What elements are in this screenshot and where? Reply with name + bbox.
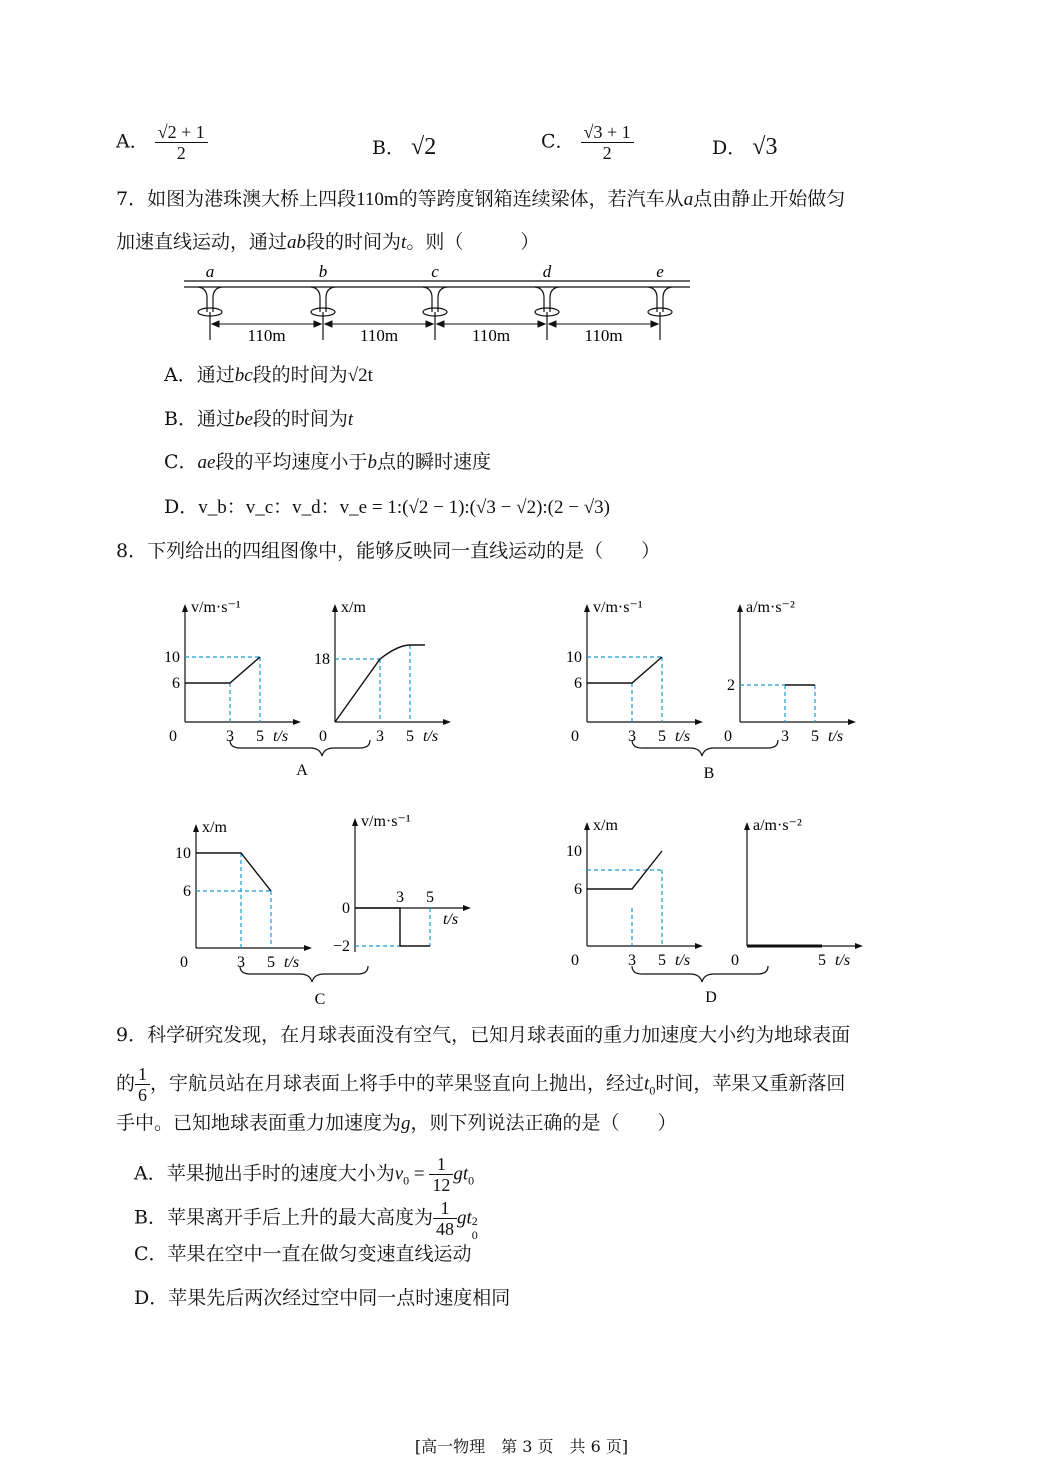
q9-stem-line3: 手中。已知地球表面重力加速度为g，则下列说法正确的是（ ） [116, 1112, 677, 1134]
panel-d-at [731, 817, 863, 969]
panel-b-at [724, 599, 856, 745]
x-axis-label: t/s [273, 728, 289, 745]
x-tick-label: 3 [237, 954, 245, 971]
bridge-point-label: d [542, 264, 552, 281]
q8-stem: 8．下列给出的四组图像中，能够反映同一直线运动的是（ ） [116, 540, 661, 562]
group-label: A [296, 762, 308, 779]
y-tick-label: 10 [164, 649, 180, 666]
x-tick-label: 3 [226, 728, 234, 745]
x-tick-label: 3 [396, 889, 404, 906]
y-axis-label: v/m·s⁻¹ [361, 813, 411, 830]
x-tick-label: 3 [628, 952, 636, 969]
x-tick-label: 3 [781, 728, 789, 745]
y-tick-label: 6 [172, 675, 180, 692]
option-letter: A． [116, 130, 149, 153]
q6-option-b [372, 134, 436, 161]
origin-label: 0 [724, 728, 732, 745]
x-tick-label: 5 [658, 952, 666, 969]
x-tick-label: 3 [376, 728, 384, 745]
x-tick-label: 5 [426, 889, 434, 906]
brace [240, 966, 368, 982]
origin-label: 0 [571, 952, 579, 969]
x-axis-label: t/s [423, 728, 439, 745]
bridge-point-label: c [431, 264, 439, 281]
q7-stem-line1: 7．如图为港珠澳大桥上四段110m的等跨度钢箱连续梁体，若汽车从a点由静止开始做匀 [116, 188, 846, 210]
option-letter: D． [712, 137, 747, 159]
fraction-one-48th: $\frac{1}{48}$ [433, 1198, 457, 1239]
origin-label: 0 [571, 728, 579, 745]
series-line [196, 853, 271, 891]
origin-label: 0 [731, 952, 739, 969]
series-line [185, 657, 260, 683]
x-axis-label: t/s [675, 952, 691, 969]
bridge-pier [423, 287, 447, 340]
x-tick-label: 5 [811, 728, 819, 745]
q7-stem-line2: 加速直线运动，通过ab段的时间为t。则（ ） [116, 231, 540, 253]
x-axis-label: t/s [835, 952, 851, 969]
group-label: D [705, 989, 717, 1006]
group-label: C [314, 991, 326, 1008]
fraction-one-sixth: $\frac{1}{6}$ [135, 1064, 150, 1105]
series-line [355, 908, 430, 946]
bridge-pier [535, 287, 559, 340]
panel-b-vt [566, 599, 703, 745]
panel-c-xt [175, 819, 312, 971]
x-tick-label: 5 [267, 954, 275, 971]
y-axis-label: a/m·s⁻² [753, 817, 802, 834]
y-axis-label: x/m [202, 819, 227, 836]
q8-graphs [150, 590, 890, 1010]
bridge-diagram [180, 264, 700, 346]
expression: √2 [411, 134, 437, 160]
q6-option-a [116, 122, 208, 163]
y-tick-label: 6 [574, 675, 582, 692]
bridge-point-label: e [656, 264, 664, 281]
y-tick-label: 2 [727, 677, 735, 694]
y-axis-label: v/m·s⁻¹ [593, 599, 643, 616]
x-tick-label: 5 [406, 728, 414, 745]
q9-stem-line2: 的 $\frac{1}{6}$ ，宇航员站在月球表面上将手中的苹果竖直向上抛出，经过$t_0$时间，苹果又重新落回 [116, 1064, 846, 1105]
brace [230, 740, 370, 756]
span-label: 110m [247, 326, 286, 345]
bridge-pier [198, 287, 222, 340]
brace [632, 740, 778, 756]
x-tick-label: 5 [658, 728, 666, 745]
origin-label: 0 [169, 728, 177, 745]
span-label: 110m [471, 326, 511, 345]
y-tick-label: 6 [183, 883, 191, 900]
q7-option-c: C．ae段的平均速度小于b点的瞬时速度 [164, 451, 492, 473]
panel-a-xt [314, 599, 451, 745]
panel-c-vt [333, 813, 471, 955]
fraction-one-twelfth: $\frac{1}{12}$ [429, 1154, 453, 1195]
bridge-pier [311, 287, 335, 340]
y-tick-label: 0 [342, 900, 350, 917]
q7-option-b: B．通过be段的时间为t [164, 408, 354, 430]
origin-label: 0 [319, 728, 327, 745]
panel-d-xt [566, 817, 703, 969]
page-footer: [高一物理 第 3 页 共 6 页] [414, 1437, 629, 1456]
y-tick-label: 10 [566, 843, 582, 860]
y-tick-label: 10 [566, 649, 582, 666]
x-axis-label: t/s [675, 728, 691, 745]
group-label: B [703, 765, 715, 782]
x-tick-label: 3 [628, 728, 636, 745]
span-label: 110m [359, 326, 399, 345]
brace [632, 966, 768, 982]
option-letter: B． [372, 137, 405, 159]
x-axis-label: t/s [443, 911, 459, 928]
option-letter: C． [541, 130, 575, 153]
y-axis-label: x/m [341, 599, 366, 616]
origin-label: 0 [180, 954, 188, 971]
expression: √3 [752, 134, 778, 160]
velocity-ratio-formula: v_b：v_c：v_d：v_e = 1:(√2 − 1):(√3 − √2):(2 − √3) [198, 497, 610, 518]
x-axis-label: t/s [284, 954, 300, 971]
q7-option-d: D．v_b：v_c：v_d：v_e = 1:(√2 − 1):(√3 − √2):(2 − √3) [164, 496, 610, 518]
q9-option-a: A．苹果抛出手时的速度大小为$v_0$ = $\frac{1}{12}$ $gt_0$ [134, 1154, 475, 1195]
bridge-pier [648, 287, 672, 340]
x-tick-label: 5 [256, 728, 264, 745]
span-label: 110m [584, 326, 623, 345]
y-tick-label: 10 [175, 845, 191, 862]
q9-stem-line1: 9．科学研究发现，在月球表面没有空气，已知月球表面的重力加速度大小约为地球表面 [116, 1024, 851, 1046]
y-axis-label: a/m·s⁻² [746, 599, 795, 616]
y-tick-label: −2 [332, 938, 350, 955]
y-tick-label: 6 [574, 881, 582, 898]
x-axis-label: t/s [828, 728, 844, 745]
q6-option-d [712, 134, 777, 161]
bridge-point-label: a [205, 264, 215, 281]
q9-option-c: C．苹果在空中一直在做匀变速直线运动 [134, 1243, 472, 1265]
y-axis-label: v/m·s⁻¹ [191, 599, 241, 616]
y-axis-label: x/m [593, 817, 618, 834]
q6-option-c [541, 122, 634, 163]
panel-a-vt [164, 599, 301, 745]
y-tick-label: 18 [314, 651, 330, 668]
fraction: $\frac{√2 + 1}{2}$ [155, 122, 208, 163]
bridge-point-label: b [318, 264, 328, 281]
fraction: $\frac{√3 + 1}{2}$ [581, 122, 634, 163]
q7-option-a: A．通过bc段的时间为√2t [164, 364, 373, 386]
q9-option-d: D．苹果先后两次经过空中同一点时速度相同 [134, 1287, 511, 1309]
x-tick-label: 5 [818, 952, 826, 969]
q9-option-b: B．苹果离开手后上升的最大高度为 $\frac{1}{48}$ gt 2 0 [134, 1198, 478, 1242]
series-line [587, 657, 662, 683]
